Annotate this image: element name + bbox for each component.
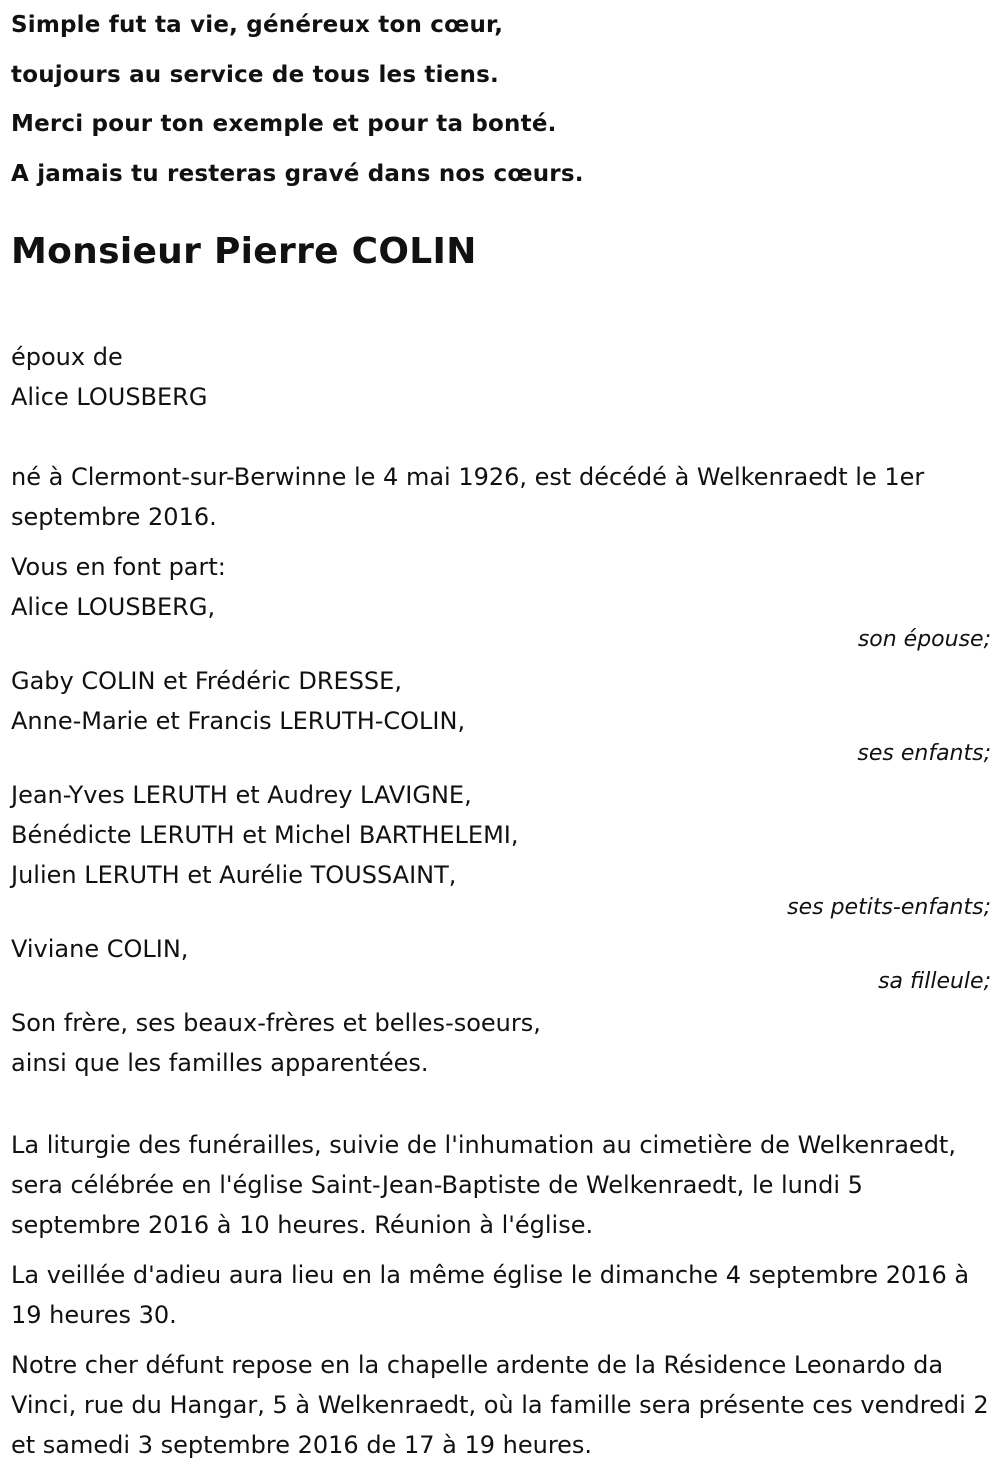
family-role: sa filleule; bbox=[878, 969, 991, 994]
announcement-intro: Vous en font part: bbox=[11, 553, 226, 581]
poem-line: Merci pour ton exemple et pour ta bonté. bbox=[11, 111, 557, 137]
spouse-block bbox=[11, 337, 991, 417]
poem bbox=[11, 0, 991, 199]
deceased-name: Monsieur Pierre COLIN bbox=[11, 231, 477, 272]
spouse-name: Alice LOUSBERG bbox=[11, 383, 208, 411]
family-name: Bénédicte LERUTH et Michel BARTHELEMI, bbox=[11, 821, 519, 849]
family-grandchildren-group bbox=[11, 775, 991, 919]
birth-death-text: né à Clermont-sur-Berwinne le 4 mai 1926, est décédé à Welkenraedt le 1er septembre 2016. bbox=[11, 463, 925, 531]
vigil-text: La veillée d'adieu aura lieu en la même église le dimanche 4 septembre 2016 à 19 heures 30. bbox=[11, 1261, 970, 1329]
family-name: Jean-Yves LERUTH et Audrey LAVIGNE, bbox=[11, 781, 472, 809]
family-name: Julien LERUTH et Aurélie TOUSSAINT, bbox=[11, 861, 457, 889]
family-name: Anne-Marie et Francis LERUTH-COLIN, bbox=[11, 707, 466, 735]
family-role: ses enfants; bbox=[857, 741, 991, 766]
family-others-line: ainsi que les familles apparentées. bbox=[11, 1049, 429, 1077]
family-name: Gaby COLIN et Frédéric DRESSE, bbox=[11, 667, 402, 695]
poem-line: A jamais tu resteras gravé dans nos cœurs. bbox=[11, 160, 584, 187]
obituary-document bbox=[11, 0, 991, 1465]
family-role: ses petits-enfants; bbox=[787, 895, 991, 920]
viewing-text: Notre cher défunt repose en la chapelle ardente de la Résidence Leonardo da Vinci, rue du Hangar, 5 à Welkenraedt, où la famille sera présente ces vendredi 2 et samedi 3 septembre 2016 de 17 à 19 heures. bbox=[11, 1351, 989, 1459]
family-role: son épouse; bbox=[857, 627, 991, 652]
family-children-group bbox=[11, 661, 991, 765]
poem-line: Simple fut ta vie, généreux ton cœur, bbox=[11, 12, 504, 38]
family-name: Viviane COLIN, bbox=[11, 935, 189, 963]
family-goddaughter-group bbox=[11, 929, 991, 993]
spouse-prefix: époux de bbox=[11, 343, 123, 371]
family-spouse-group bbox=[11, 587, 991, 651]
funeral-liturgy-text: La liturgie des funérailles, suivie de l'inhumation au cimetière de Welkenraedt, sera célébrée en l'église Saint-Jean-Baptiste de Welkenraedt, le lundi 5 septembre 2016 à 10 heures. Réunion à l'église. bbox=[11, 1131, 956, 1239]
family-name: Alice LOUSBERG, bbox=[11, 593, 216, 621]
poem-line: toujours au service de tous les tiens. bbox=[11, 61, 499, 88]
family-others-line: Son frère, ses beaux-frères et belles-soeurs, bbox=[11, 1009, 541, 1037]
family-others-group bbox=[11, 1003, 991, 1083]
